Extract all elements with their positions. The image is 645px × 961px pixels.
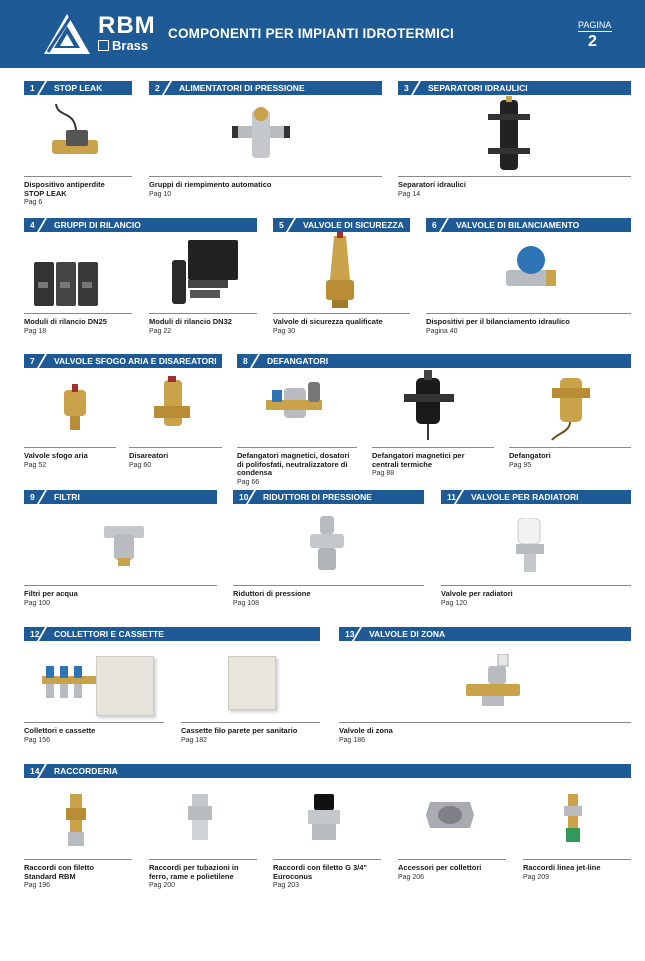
caption-rule — [181, 722, 320, 723]
item-name: Riduttori di pressione — [233, 589, 311, 598]
page-title: COMPONENTI PER IMPIANTI IDROTERMICI — [168, 26, 455, 41]
caption-rule — [398, 859, 506, 860]
section-slash — [285, 218, 297, 232]
section-label: ALIMENTATORI DI PRESSIONE — [179, 83, 305, 93]
page-header — [0, 0, 645, 68]
section-bar-valvole-sicurezza — [273, 218, 410, 232]
item-page: Pag 100 — [24, 599, 51, 607]
item-name: Defangatori magnetici, dosatori di polifosfati, neutralizzatore di condensa — [237, 451, 350, 477]
caption-rule — [24, 176, 132, 177]
item-name: Disareatori — [129, 451, 169, 460]
section-label: COLLETTORI E CASSETTE — [54, 629, 164, 639]
item-name: Dispositivi per il bilanciamento idraulico — [426, 317, 570, 326]
raccordo-standard-image — [64, 794, 88, 848]
section-bar-gruppi-rilancio — [24, 218, 257, 232]
section-number: 1 — [30, 83, 35, 93]
caption-rule — [129, 447, 222, 448]
section-number: 12 — [30, 629, 40, 639]
caption-rule — [237, 447, 357, 448]
item-page: Pag 6 — [24, 199, 43, 206]
caption-rule — [24, 859, 132, 860]
caption-rule — [24, 447, 116, 448]
item-name: Raccordi per tubazioni in ferro, rame e polietilene — [149, 863, 239, 881]
section-slash — [410, 81, 422, 95]
defangatori-magnetici-image — [262, 376, 326, 432]
caption-rule — [149, 313, 257, 314]
filtro-acqua-image — [102, 518, 146, 568]
item-name: Valvole per radiatori — [441, 589, 513, 598]
section-label: VALVOLE DI BILANCIAMENTO — [456, 220, 580, 230]
caption-rule — [24, 722, 164, 723]
item-page: Pag 120 — [441, 599, 468, 607]
section-number: 2 — [155, 83, 160, 93]
section-label: FILTRI — [54, 492, 80, 502]
collettori-image — [40, 662, 100, 704]
section-bar-filtri — [24, 490, 217, 504]
item-page: Pag 108 — [233, 599, 260, 607]
item-name: Valvole sfogo aria — [24, 451, 88, 460]
section-number: 10 — [239, 492, 249, 502]
cassetta-filo-parete-image — [228, 656, 276, 710]
section-number: 9 — [30, 492, 35, 502]
caption-rule — [426, 313, 631, 314]
item-page: Pag 60 — [129, 461, 152, 469]
section-number: 3 — [404, 83, 409, 93]
section-label: VALVOLE SFOGO ARIA E DISAREATORI — [54, 356, 217, 366]
section-number: 11 — [447, 492, 456, 502]
section-label: VALVOLE DI SICUREZZA — [303, 220, 404, 230]
item-page: Pag 88 — [372, 470, 395, 477]
accessori-collettori-image — [424, 798, 476, 832]
item-page: Pag 206 — [398, 873, 425, 881]
item-name: Dispositivo antiperdite STOP LEAK — [24, 180, 105, 198]
item-name: Filtri per acqua — [24, 589, 78, 598]
section-number: 7 — [30, 356, 35, 366]
item-page: Pag 95 — [509, 461, 532, 469]
item-name: Separatori idraulici — [398, 180, 466, 189]
caption-rule — [149, 176, 382, 177]
item-page: Pagina 40 — [426, 327, 458, 335]
item-page: Pag 156 — [24, 736, 51, 744]
caption-rule — [273, 859, 381, 860]
section-slash — [249, 354, 261, 368]
section-number: 8 — [243, 356, 248, 366]
caption-rule — [273, 313, 410, 314]
caption-rule — [523, 859, 631, 860]
cassetta-image — [96, 656, 154, 716]
defangatori-centrali-image — [402, 370, 456, 444]
raccordo-tubazioni-image — [186, 794, 214, 844]
section-label: RACCORDERIA — [54, 766, 118, 776]
item-name: Collettori e cassette — [24, 726, 96, 735]
item-name: Raccordi con filetto Standard RBM — [24, 863, 95, 881]
caption-rule — [233, 585, 424, 586]
caption-rule — [339, 722, 631, 723]
item-name: Defangatori — [509, 451, 551, 460]
section-bar-valvole-bilanciamento — [426, 218, 631, 232]
valvola-radiatore-image — [510, 518, 552, 574]
section-label: DEFANGATORI — [267, 356, 329, 366]
section-label: VALVOLE PER RADIATORI — [471, 492, 579, 502]
bilanciamento-image — [502, 240, 560, 300]
section-bar-alimentatori — [149, 81, 382, 95]
section-bar-defangatori — [237, 354, 631, 368]
item-name: Moduli di rilancio DN32 — [149, 317, 232, 326]
item-page: Pag 203 — [273, 882, 300, 889]
brand-box-icon — [98, 40, 109, 51]
section-bar-stop-leak — [24, 81, 132, 95]
defangatore-image — [548, 372, 592, 444]
raccordo-euroconus-image — [304, 794, 344, 844]
riduttore-pressione-image — [308, 516, 346, 574]
page-label: PAGINA — [578, 20, 612, 30]
section-slash — [161, 81, 173, 95]
section-label: SEPARATORI IDRAULICI — [428, 83, 528, 93]
item-page: Pag 200 — [149, 882, 176, 889]
section-number: 4 — [30, 220, 35, 230]
item-name: Cassette filo parete per sanitario — [181, 726, 298, 735]
section-bar-riduttori — [233, 490, 424, 504]
page-number: 2 — [588, 33, 597, 50]
modulo-dn25-image — [30, 258, 106, 310]
section-slash — [36, 490, 48, 504]
separatore-idraulico-image — [486, 96, 532, 174]
section-number: 5 — [279, 220, 284, 230]
item-page: Pag 14 — [398, 190, 421, 198]
section-bar-valvole-zona — [339, 627, 631, 641]
section-slash — [36, 81, 48, 95]
item-name: Gruppi di riempimento automatico — [149, 180, 272, 189]
valvola-zona-image — [462, 654, 524, 712]
item-page: Pag 209 — [523, 873, 550, 881]
section-bar-radiatori — [441, 490, 631, 504]
item-page: Pag 30 — [273, 327, 296, 335]
caption-rule — [149, 859, 257, 860]
stop-leak-image — [48, 100, 102, 168]
sfogo-aria-image — [58, 384, 92, 434]
item-page: Pag 22 — [149, 327, 172, 335]
raccordo-jetline-image — [562, 794, 584, 846]
section-label: VALVOLE DI ZONA — [369, 629, 446, 639]
item-name: Moduli di rilancio DN25 — [24, 317, 107, 326]
valvola-sicurezza-image — [320, 232, 360, 312]
section-bar-collettori — [24, 627, 320, 641]
section-label: STOP LEAK — [54, 83, 103, 93]
item-page: Pag 196 — [24, 882, 51, 889]
rbm-logo-icon — [44, 14, 90, 54]
item-name: Valvole di sicurezza qualificate — [273, 317, 383, 326]
section-slash — [36, 354, 48, 368]
caption-rule — [372, 447, 494, 448]
item-name: Defangatori magnetici per centrali termiche — [372, 451, 465, 469]
section-number: 6 — [432, 220, 437, 230]
item-page: Pag 18 — [24, 327, 47, 335]
item-name: Accessori per collettori — [398, 863, 482, 872]
brand-name: RBM — [98, 12, 156, 39]
item-page: Pag 52 — [24, 461, 47, 469]
item-page: Pag 66 — [237, 478, 260, 486]
item-name: Raccordi linea jet-line — [523, 863, 601, 872]
section-number: 13 — [345, 629, 355, 639]
section-label: RIDUTTORI DI PRESSIONE — [263, 492, 372, 502]
caption-rule — [441, 585, 631, 586]
item-name: Raccordi con filetto G 3/4" Euroconus — [273, 863, 367, 881]
disareatore-image — [150, 376, 194, 440]
item-page: Pag 10 — [149, 190, 172, 198]
section-bar-raccorderia — [24, 764, 631, 778]
caption-rule — [24, 585, 217, 586]
gruppo-riempimento-image — [232, 104, 290, 164]
caption-rule — [24, 313, 132, 314]
section-number: 14 — [30, 766, 40, 776]
section-bar-sfogo-aria — [24, 354, 222, 368]
item-page: Pag 186 — [339, 736, 366, 744]
section-slash — [438, 218, 450, 232]
section-slash — [36, 218, 48, 232]
item-page: Pag 182 — [181, 736, 208, 744]
modulo-dn32-image — [166, 240, 240, 310]
section-label: GRUPPI DI RILANCIO — [54, 220, 141, 230]
section-bar-separatori — [398, 81, 631, 95]
caption-rule — [509, 447, 631, 448]
item-name: Valvole di zona — [339, 726, 393, 735]
page-label-divider — [578, 31, 612, 32]
caption-rule — [398, 176, 631, 177]
brand-subname: Brass — [98, 39, 148, 53]
